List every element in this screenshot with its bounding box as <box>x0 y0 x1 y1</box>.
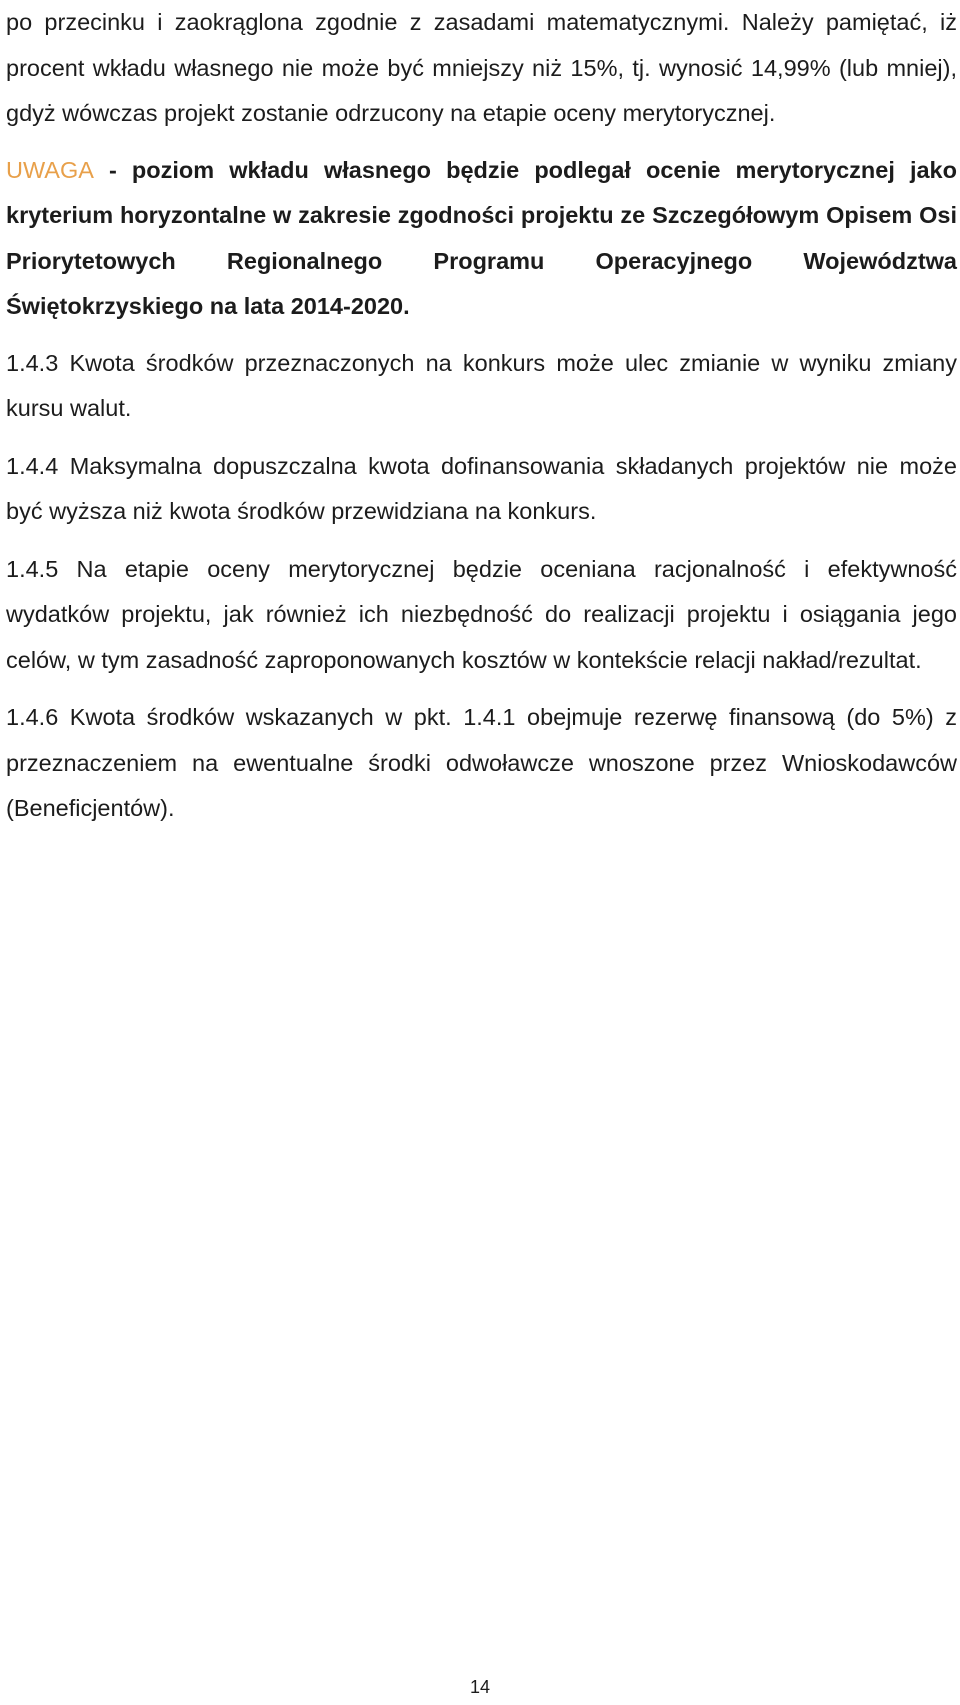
page-number: 14 <box>469 1677 491 1697</box>
paragraph-intro: po przecinku i zaokrąglona zgodnie z zasadami matematycznymi. Należy pamiętać, iż procent wkładu własnego nie może być mniejszy niż 15%, tj. wynosić 14,99% (lub mniej), gdyż wówczas projekt zostanie odrzucony na etapie oceny merytorycznej. <box>6 9 957 126</box>
paragraph-1-4-3: 1.4.3 Kwota środków przeznaczonych na konkurs może ulec zmianie w wyniku zmiany kursu walut. <box>6 349 957 421</box>
paragraph-1-4-5: 1.4.5 Na etapie oceny merytorycznej będzie oceniana racjonalność i efektywność wydatków projektu, jak również ich niezbędność do realizacji projektu i osiągania jego celów, w tym zasadność zaproponowanych kosztów w kontekście relacji nakład/rezultat. <box>6 555 957 673</box>
paragraph-1-4-4: 1.4.4 Maksymalna dopuszczalna kwota dofinansowania składanych projektów nie może być wyższa niż kwota środków przewidziana na konkurs. <box>6 452 957 524</box>
paragraph-uwaga <box>6 148 957 330</box>
uwaga-text: - poziom wkładu własnego będzie podlegał ocenie merytorycznej jako kryterium horyzontalne w zakresie zgodności projektu ze Szczegółowym Opisem Osi Priorytetowych Regionalnego Programu Operacyjnego Województwa Świętokrzyskiego na lata 2014-2020. <box>6 156 957 319</box>
paragraph-1-4-6: 1.4.6 Kwota środków wskazanych w pkt. 1.4.1 obejmuje rezerwę finansową (do 5%) z przeznaczeniem na ewentualne środki odwoławcze wnoszone przez Wnioskodawców (Beneficjentów). <box>6 704 957 821</box>
document-page <box>6 0 957 832</box>
uwaga-label: UWAGA <box>6 156 94 183</box>
